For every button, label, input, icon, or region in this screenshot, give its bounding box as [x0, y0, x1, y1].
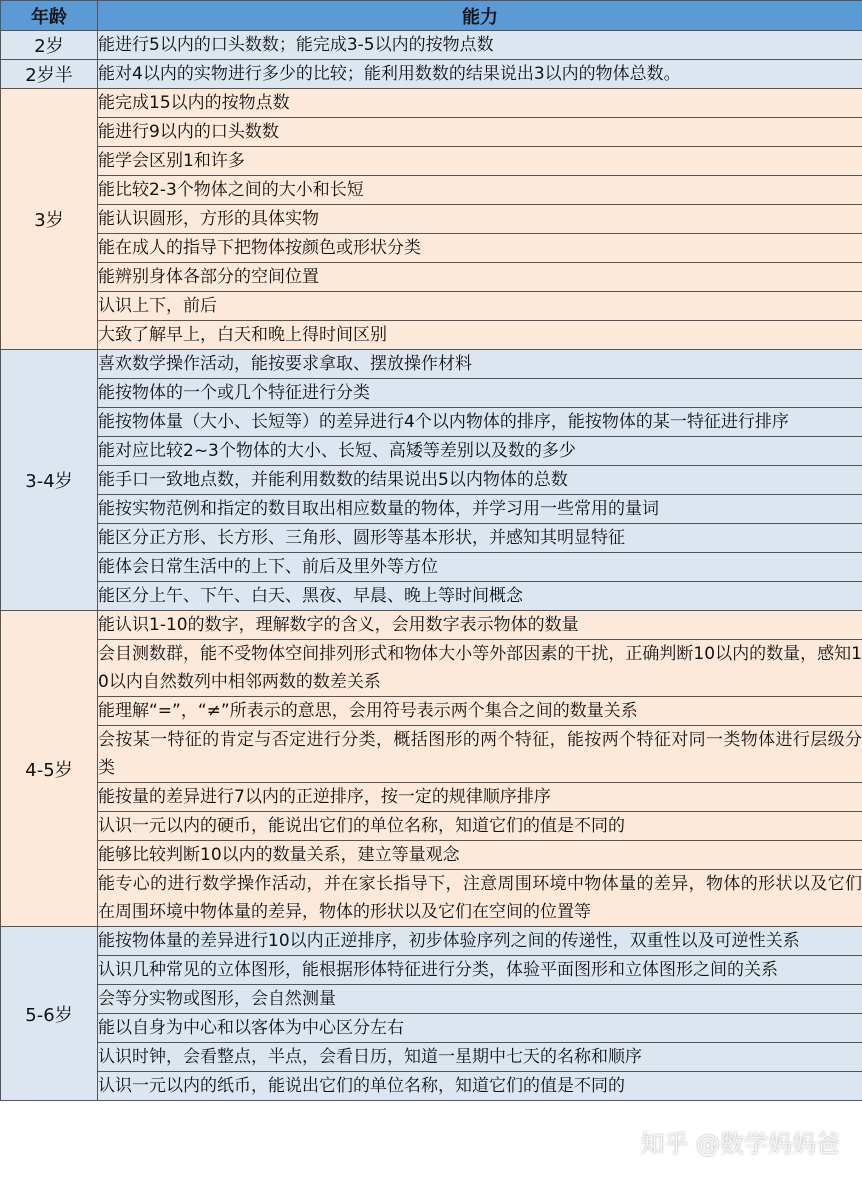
ability-cell: 认识一元以内的纸币，能说出它们的单位名称，知道它们的值是不同的	[98, 1072, 862, 1101]
table-body	[1, 31, 862, 1101]
table-header-row	[1, 1, 862, 31]
ability-cell: 能区分正方形、长方形、三角形、圆形等基本形状，并感知其明显特征	[98, 524, 862, 553]
ability-cell: 大致了解早上，白天和晚上得时间区别	[98, 321, 862, 350]
table-row	[1, 524, 862, 553]
age-cell: 3岁	[1, 89, 98, 350]
ability-cell: 能以自身为中心和以客体为中心区分左右	[98, 1014, 862, 1043]
table-row	[1, 60, 862, 89]
ability-cell: 能对应比较2~3个物体的大小、长短、高矮等差别以及数的多少	[98, 437, 862, 466]
age-cell: 2岁	[1, 31, 98, 60]
ability-cell: 能认识圆形，方形的具体实物	[98, 205, 862, 234]
ability-cell: 能区分上午、下午、白天、黑夜、早晨、晚上等时间概念	[98, 582, 862, 611]
ability-cell: 能对4以内的实物进行多少的比较；能利用数数的结果说出3以内的物体总数。	[98, 60, 862, 89]
table-row	[1, 495, 862, 524]
age-cell: 4-5岁	[1, 611, 98, 927]
table-row	[1, 870, 862, 927]
table-row	[1, 263, 862, 292]
ability-cell: 能够比较判断10以内的数量关系，建立等量观念	[98, 841, 862, 870]
table-row	[1, 408, 862, 437]
table-row	[1, 927, 862, 956]
table-row	[1, 321, 862, 350]
ability-cell: 能进行5以内的口头数数；能完成3-5以内的按物点数	[98, 31, 862, 60]
age-cell: 3-4岁	[1, 350, 98, 611]
ability-cell: 能按物体量（大小、长短等）的差异进行4个以内物体的排序，能按物体的某一特征进行排序	[98, 408, 862, 437]
table-row	[1, 205, 862, 234]
ability-cell: 能体会日常生活中的上下、前后及里外等方位	[98, 553, 862, 582]
ability-cell: 认识时钟，会看整点，半点，会看日历，知道一星期中七天的名称和顺序	[98, 1043, 862, 1072]
ability-cell: 能按量的差异进行7以内的正逆排序，按一定的规律顺序排序	[98, 783, 862, 812]
ability-cell: 能在成人的指导下把物体按颜色或形状分类	[98, 234, 862, 263]
ability-cell: 能完成15以内的按物点数	[98, 89, 862, 118]
ability-column-header: 能力	[98, 1, 862, 31]
ability-cell: 能按物体量的差异进行10以内正逆排序，初步体验序列之间的传递性，双重性以及可逆性关系	[98, 927, 862, 956]
table-row	[1, 350, 862, 379]
age-column-header: 年龄	[1, 1, 98, 31]
ability-cell: 喜欢数学操作活动，能按要求拿取、摆放操作材料	[98, 350, 862, 379]
table-row	[1, 234, 862, 263]
table-row	[1, 118, 862, 147]
ability-cell: 能比较2-3个物体之间的大小和长短	[98, 176, 862, 205]
ability-cell: 认识几种常见的立体图形，能根据形体特征进行分类，体验平面图形和立体图形之间的关系	[98, 956, 862, 985]
age-cell: 5-6岁	[1, 927, 98, 1101]
table-row	[1, 31, 862, 60]
table-row	[1, 379, 862, 408]
ability-cell: 能辨别身体各部分的空间位置	[98, 263, 862, 292]
ability-cell: 认识一元以内的硬币，能说出它们的单位名称，知道它们的值是不同的	[98, 812, 862, 841]
table-row	[1, 841, 862, 870]
ability-cell: 会等分实物或图形，会自然测量	[98, 985, 862, 1014]
watermark: 知乎 @数学妈妈爸	[640, 1130, 840, 1158]
table-row	[1, 1014, 862, 1043]
table-row	[1, 176, 862, 205]
ability-cell: 能手口一致地点数，并能利用数数的结果说出5以内物体的总数	[98, 466, 862, 495]
table-row	[1, 553, 862, 582]
ability-cell: 会目测数群，能不受物体空间排列形式和物体大小等外部因素的干扰，正确判断10以内的数量，感知10以内自然数列中相邻两数的数差关系	[98, 640, 862, 697]
ability-cell: 能学会区别1和许多	[98, 147, 862, 176]
age-cell: 2岁半	[1, 60, 98, 89]
table-row	[1, 812, 862, 841]
table-row	[1, 89, 862, 118]
table-row	[1, 611, 862, 640]
table-row	[1, 985, 862, 1014]
table-row	[1, 582, 862, 611]
table-row	[1, 147, 862, 176]
table-row	[1, 783, 862, 812]
ability-cell: 能认识1-10的数字，理解数字的含义，会用数字表示物体的数量	[98, 611, 862, 640]
ability-cell: 能按实物范例和指定的数目取出相应数量的物体，并学习用一些常用的量词	[98, 495, 862, 524]
ability-cell: 能进行9以内的口头数数	[98, 118, 862, 147]
ability-cell: 会按某一特征的肯定与否定进行分类，概括图形的两个特征，能按两个特征对同一类物体进行层级分类	[98, 726, 862, 783]
table-row	[1, 292, 862, 321]
table-row	[1, 437, 862, 466]
table-row	[1, 726, 862, 783]
table-row	[1, 1072, 862, 1101]
table-row	[1, 1043, 862, 1072]
table-row	[1, 697, 862, 726]
table-row	[1, 640, 862, 697]
table-row	[1, 466, 862, 495]
ability-cell: 认识上下，前后	[98, 292, 862, 321]
ability-cell: 能按物体的一个或几个特征进行分类	[98, 379, 862, 408]
table-row	[1, 956, 862, 985]
ability-cell: 能理解“=”，“≠”所表示的意思，会用符号表示两个集合之间的数量关系	[98, 697, 862, 726]
ability-cell: 能专心的进行数学操作活动，并在家长指导下，注意周围环境中物体量的差异，物体的形状以及它们在周围环境中物体量的差异，物体的形状以及它们在空间的位置等	[98, 870, 862, 927]
